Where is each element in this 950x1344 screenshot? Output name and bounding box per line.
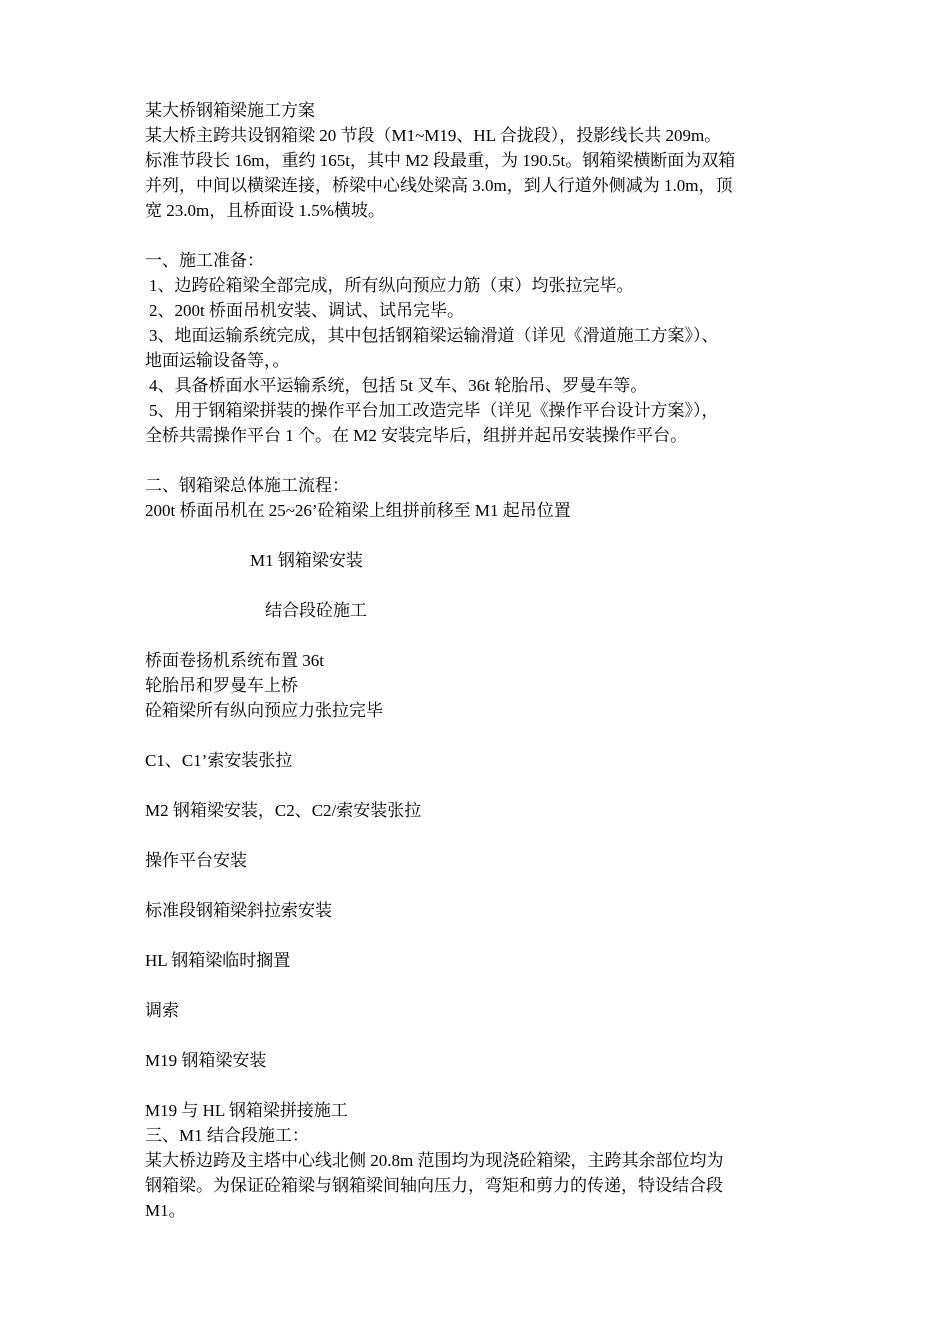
flow-step: 轮胎吊和罗曼车上桥 — [145, 676, 298, 695]
section-heading: 二、钢箱梁总体施工流程： — [145, 476, 349, 495]
paragraph-line: M1。 — [145, 1201, 186, 1220]
intro-line: 宽 23.0m，且桥面设 1.5%横坡。 — [145, 201, 385, 220]
intro-line: 某大桥主跨共设钢箱梁 20 节段（M1~M19、HL 合拢段），投影线长共 209m。 — [145, 126, 722, 145]
prep-item: 3、地面运输系统完成，其中包括钢箱梁运输滑道（详见《滑道施工方案》）、 — [149, 326, 719, 345]
flow-step: 砼箱梁所有纵向预应力张拉完毕 — [145, 701, 383, 720]
paragraph-line: 某大桥边跨及主塔中心线北侧 20.8m 范围均为现浇砼箱梁，主跨其余部位均为 — [145, 1151, 724, 1170]
flow-step: HL 钢箱梁临时搁置 — [145, 951, 291, 970]
flow-step: 结合段砼施工 — [265, 601, 367, 620]
flow-step: M2 钢箱梁安装，C2、C2/索安装张拉 — [145, 801, 422, 820]
flow-step: M19 钢箱梁安装 — [145, 1051, 267, 1070]
prep-item: 4、具备桥面水平运输系统，包括 5t 叉车、36t 轮胎吊、罗曼车等。 — [149, 376, 648, 395]
section-heading: 三、M1 结合段施工： — [145, 1126, 309, 1145]
flow-step: 调索 — [145, 1001, 179, 1020]
flow-step: C1、C1’索安装张拉 — [145, 751, 293, 770]
flow-step: M19 与 HL 钢箱梁拼接施工 — [145, 1101, 348, 1120]
prep-item: 5、用于钢箱梁拼装的操作平台加工改造完毕（详见《操作平台设计方案》）， — [149, 401, 719, 420]
intro-line: 标准节段长 16m，重约 165t，其中 M2 段最重，为 190.5t。钢箱梁横断面为双箱 — [145, 151, 736, 170]
paragraph-line: 钢箱梁。为保证砼箱梁与钢箱梁间轴向压力，弯矩和剪力的传递，特设结合段 — [145, 1176, 723, 1195]
flow-step: 标准段钢箱梁斜拉索安装 — [145, 901, 332, 920]
flow-step: 操作平台安装 — [145, 851, 247, 870]
prep-item-continuation: 全桥共需操作平台 1 个。在 M2 安装完毕后，组拼并起吊安装操作平台。 — [145, 426, 688, 445]
flow-step: M1 钢箱梁安装 — [250, 551, 363, 570]
flow-step: 200t 桥面吊机在 25~26’砼箱梁上组拼前移至 M1 起吊位置 — [145, 501, 571, 520]
prep-item: 2、200t 桥面吊机安装、调试、试吊完毕。 — [149, 301, 464, 320]
prep-item: 1、边跨砼箱梁全部完成，所有纵向预应力筋（束）均张拉完毕。 — [149, 276, 634, 295]
prep-item-continuation: 地面运输设备等，。 — [145, 351, 290, 370]
flow-step: 桥面卷扬机系统布置 36t — [145, 651, 324, 670]
section-heading: 一、施工准备： — [145, 251, 264, 270]
intro-line: 并列，中间以横梁连接，桥梁中心线处梁高 3.0m，到人行道外侧减为 1.0m，顶 — [145, 176, 733, 195]
document-title: 某大桥钢箱梁施工方案 — [145, 101, 315, 120]
